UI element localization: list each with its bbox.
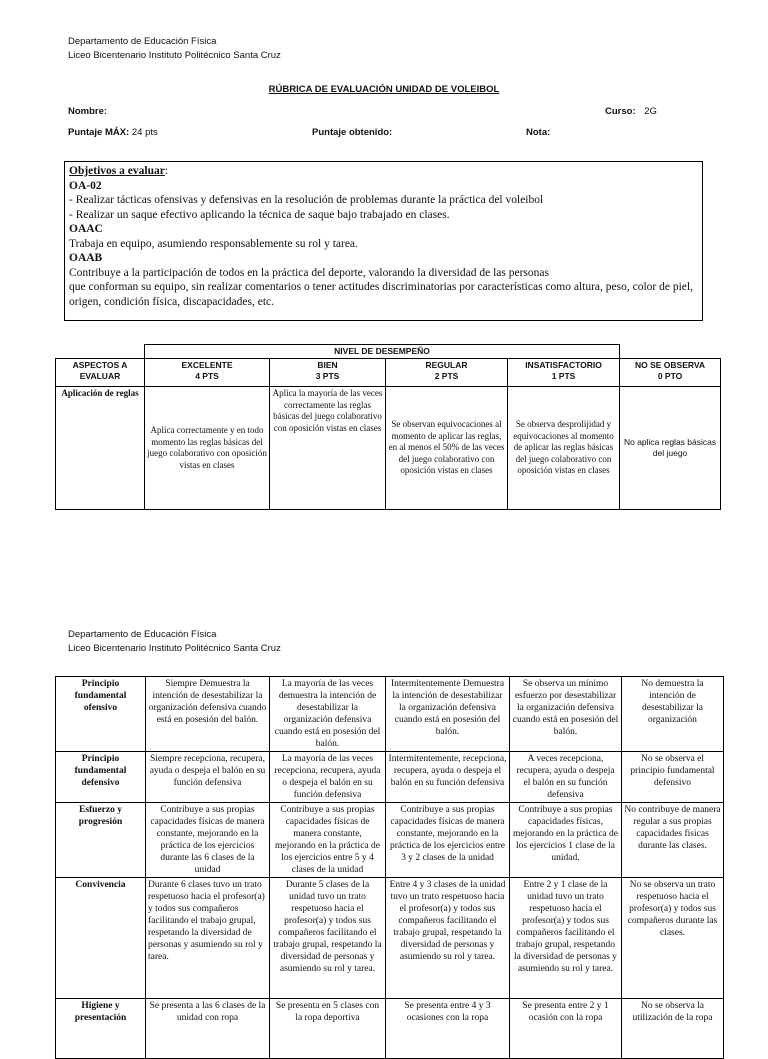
puntaje-max-field — [68, 127, 158, 138]
aspect-higiene-presentacion: Higiene y presentación — [56, 999, 146, 1059]
row-cell: Intermitentemente, recepciona, recupera, ayuda o despeja el balón en su función defensiva — [386, 752, 510, 803]
oa02-line-1: - Realizar tácticas ofensivas y defensivas en la resolución de problemas durante la práctica del voleibol — [69, 194, 544, 206]
table-row — [56, 878, 724, 999]
aspect-esfuerzo-progresion: Esfuerzo y progresión — [56, 803, 146, 878]
objectives-heading: Objetivos a evaluar — [69, 165, 165, 177]
row-cell: Entre 4 y 3 clases de la unidad tuvo un trato respetuoso hacia el profesor(a) y todos sus compañeros facilitando el trabajo grupal, respetando la diversidad de personas y asumiendo su rol y tarea. — [386, 878, 510, 999]
oaab-line-2: que conforman su equipo, sin realizar comentarios o tener actitudes discriminatorias por características como altura, peso, color de piel, origen, condición física, discapacidades, etc. — [69, 281, 693, 308]
cell-excelente: Aplica correctamente y en todo momento las reglas básicas del juego colaborativo con oposición vistas en clases — [145, 387, 270, 510]
level-header-regular: REGULAR 2 PTS — [386, 359, 508, 387]
row-cell: La mayoría de las veces demuestra la intención de desestabilizar la organización defensiva cuando está en posesión del balón. — [270, 677, 386, 752]
school-name-page-2: Liceo Bicentenario Instituto Politécnico Santa Cruz — [68, 643, 281, 654]
cell-insatisfactorio: Se observa desprolijidad y equivocaciones al momento de aplicar las reglas básicas del juego colaborativo con oposición vistas en clases — [508, 387, 620, 510]
oaac-text: Trabaja en equipo, asumiendo responsablemente su rol y tarea. — [69, 237, 358, 250]
row-cell: Se presenta entre 2 y 1 ocasión con la ropa — [510, 999, 622, 1059]
table-row — [56, 803, 724, 878]
row-cell: Contribuye a sus propias capacidades físicas de manera constante, mejorando en la práctica de los ejercicios entre 5 y 4 clases de la unidad — [270, 803, 386, 878]
oaab-line-1: Contribuye a la participación de todos en la práctica del deporte, valorando la diversidad de las personas — [69, 266, 549, 279]
level-header-row — [56, 345, 721, 359]
table-row — [56, 677, 724, 752]
curso-value: 2G — [644, 106, 657, 117]
level-header-insatisfactorio: INSATISFACTORIO 1 PTS — [508, 359, 620, 387]
cell-no-se-observa: No aplica reglas básicas del juego — [620, 387, 721, 510]
curso-label: Curso: — [605, 106, 636, 117]
row-cell: No se observa la utilización de la ropa — [622, 999, 724, 1059]
level-header-excelente: EXCELENTE 4 PTS — [145, 359, 270, 387]
oaac-code: OAAC — [69, 223, 103, 235]
aspectos-header: ASPECTOS A EVALUAR — [56, 359, 145, 387]
nota-label: Nota: — [526, 127, 551, 138]
row-cell: No demuestra la intención de desestabilizar la organización — [622, 677, 724, 752]
row-cell: Se observa un mínimo esfuerzo por desestabilizar la organización defensiva cuando está en posesión del balón. — [510, 677, 622, 752]
nombre-label: Nombre: — [68, 106, 108, 117]
oa02-code: OA-02 — [69, 179, 102, 192]
table-row — [56, 999, 724, 1059]
objectives-box: Objetivos a evaluar: OA-02 - Realizar tácticas ofensivas y defensivas en la resolución de problemas durante la práctica del voleibol - Realizar un saque efectivo aplicando la técnica de saque bajo trabajado en clases. OAAC Trabaja en equipo, asumiendo responsablemente su rol y tarea. OAAB Contribuye a la participación de todos en la práctica del deporte, valorando la diversidad de las personas que conforman su equipo, sin realizar comentarios o tener actitudes discriminatorias por características como altura, peso, color de piel, origen, condición física, discapacidades, etc. — [64, 161, 703, 321]
department-name: Departamento de Educación Física — [68, 36, 217, 47]
row-cell: A veces recepciona, recupera, ayuda o despeja el balón en su función defensiva — [510, 752, 622, 803]
row-cell: Contribuye a sus propias capacidades físicas de manera constante, mejorando en la práctica de los ejercicios entre 3 y 2 clases de la unidad — [386, 803, 510, 878]
row-cell: Contribuye a sus propias capacidades físicas, mejorando en la práctica de los ejercicios 1 clase de la unidad. — [510, 803, 622, 878]
puntaje-max-value: 24 pts — [131, 127, 158, 138]
table-row — [56, 387, 721, 510]
level-header-no-se-observa: NO SE OBSERVA 0 PTO — [620, 359, 721, 387]
row-cell: No se observa el principio fundamental defensivo — [622, 752, 724, 803]
oaab-code: OAAB — [69, 252, 103, 264]
column-header-row — [56, 359, 721, 387]
row-cell: Se presenta entre 4 y 3 ocasiones con la ropa — [386, 999, 510, 1059]
row-cell: La mayoría de las veces recepciona, recupera, ayuda o despeja el balón en su función defensiva — [270, 752, 386, 803]
row-cell: Durante 6 clases tuvo un trato respetuoso hacia el profesor(a) y todos sus compañeros facilitando el trabajo grupal, respetando la diversidad de personas y asumiendo su rol y tarea. — [146, 878, 270, 999]
curso-field — [605, 106, 657, 117]
row-cell: Siempre recepciona, recupera, ayuda o despeja el balón en su función defensiva — [146, 752, 270, 803]
row-cell: Intermitentemente Demuestra la intención de desestabilizar la organización defensiva cuando está en posesión del balón. — [386, 677, 510, 752]
level-header-bien: BIEN 3 PTS — [270, 359, 386, 387]
row-cell: No se observa un trato respetuoso hacia el profesor(a) y todos sus compañeros durante las clases. — [622, 878, 724, 999]
school-name: Liceo Bicentenario Instituto Politécnico Santa Cruz — [68, 50, 281, 61]
row-cell: Se presenta en 5 clases con la ropa deportiva — [270, 999, 386, 1059]
row-cell: Entre 2 y 1 clase de la unidad tuvo un trato respetuoso hacia el profesor(a) y todos sus compañeros facilitando el trabajo grupal, respetando la diversidad de personas y asumiendo su rol y tarea. — [510, 878, 622, 999]
table-row — [56, 752, 724, 803]
puntaje-obtenido-label: Puntaje obtenido: — [312, 127, 393, 138]
aspect-principio-defensivo: Principio fundamental defensivo — [56, 752, 146, 803]
cell-regular: Se observan equivocaciones al momento de aplicar las reglas, en al menos el 50% de las veces del juego colaborativo con oposición vistas en clases — [386, 387, 508, 510]
row-cell: No contribuye de manera regular a sus propias capacidades físicas durante las clases. — [622, 803, 724, 878]
oa02-line-2: - Realizar un saque efectivo aplicando la técnica de saque bajo trabajado en clases. — [69, 208, 450, 221]
nivel-desempeno-header: NIVEL DE DESEMPEÑO — [145, 345, 620, 359]
aspect-convivencia: Convivencia — [56, 878, 146, 999]
rubric-table-page-2 — [55, 676, 724, 1059]
cell-bien: Aplica la mayoría de las veces correctamente las reglas básicas del juego colaborativo con oposición vistas en clases — [270, 387, 386, 510]
document-title: RÚBRICA DE EVALUACIÓN UNIDAD DE VOLEIBOL — [268, 84, 500, 95]
row-cell: Contribuye a sus propias capacidades físicas de manera constante, mejorando en la práctica de los ejercicios durante las 6 clases de la unidad — [146, 803, 270, 878]
department-name-page-2: Departamento de Educación Física — [68, 629, 217, 640]
aspect-principio-ofensivo: Principio fundamental ofensivo — [56, 677, 146, 752]
puntaje-max-label: Puntaje MÁX: — [68, 127, 130, 138]
rubric-table-page-1 — [55, 344, 721, 510]
row-cell: Se presenta a las 6 clases de la unidad con ropa — [146, 999, 270, 1059]
row-cell: Siempre Demuestra la intención de desestabilizar la organización defensiva cuando está en posesión del balón. — [146, 677, 270, 752]
row-cell: Durante 5 clases de la unidad tuvo un trato respetuoso hacia el profesor(a) y todos sus compañeros facilitando el trabajo grupal, respetando la diversidad de personas y asumiendo su rol y tarea. — [270, 878, 386, 999]
aspect-aplicacion-reglas: Aplicación de reglas — [56, 387, 145, 510]
